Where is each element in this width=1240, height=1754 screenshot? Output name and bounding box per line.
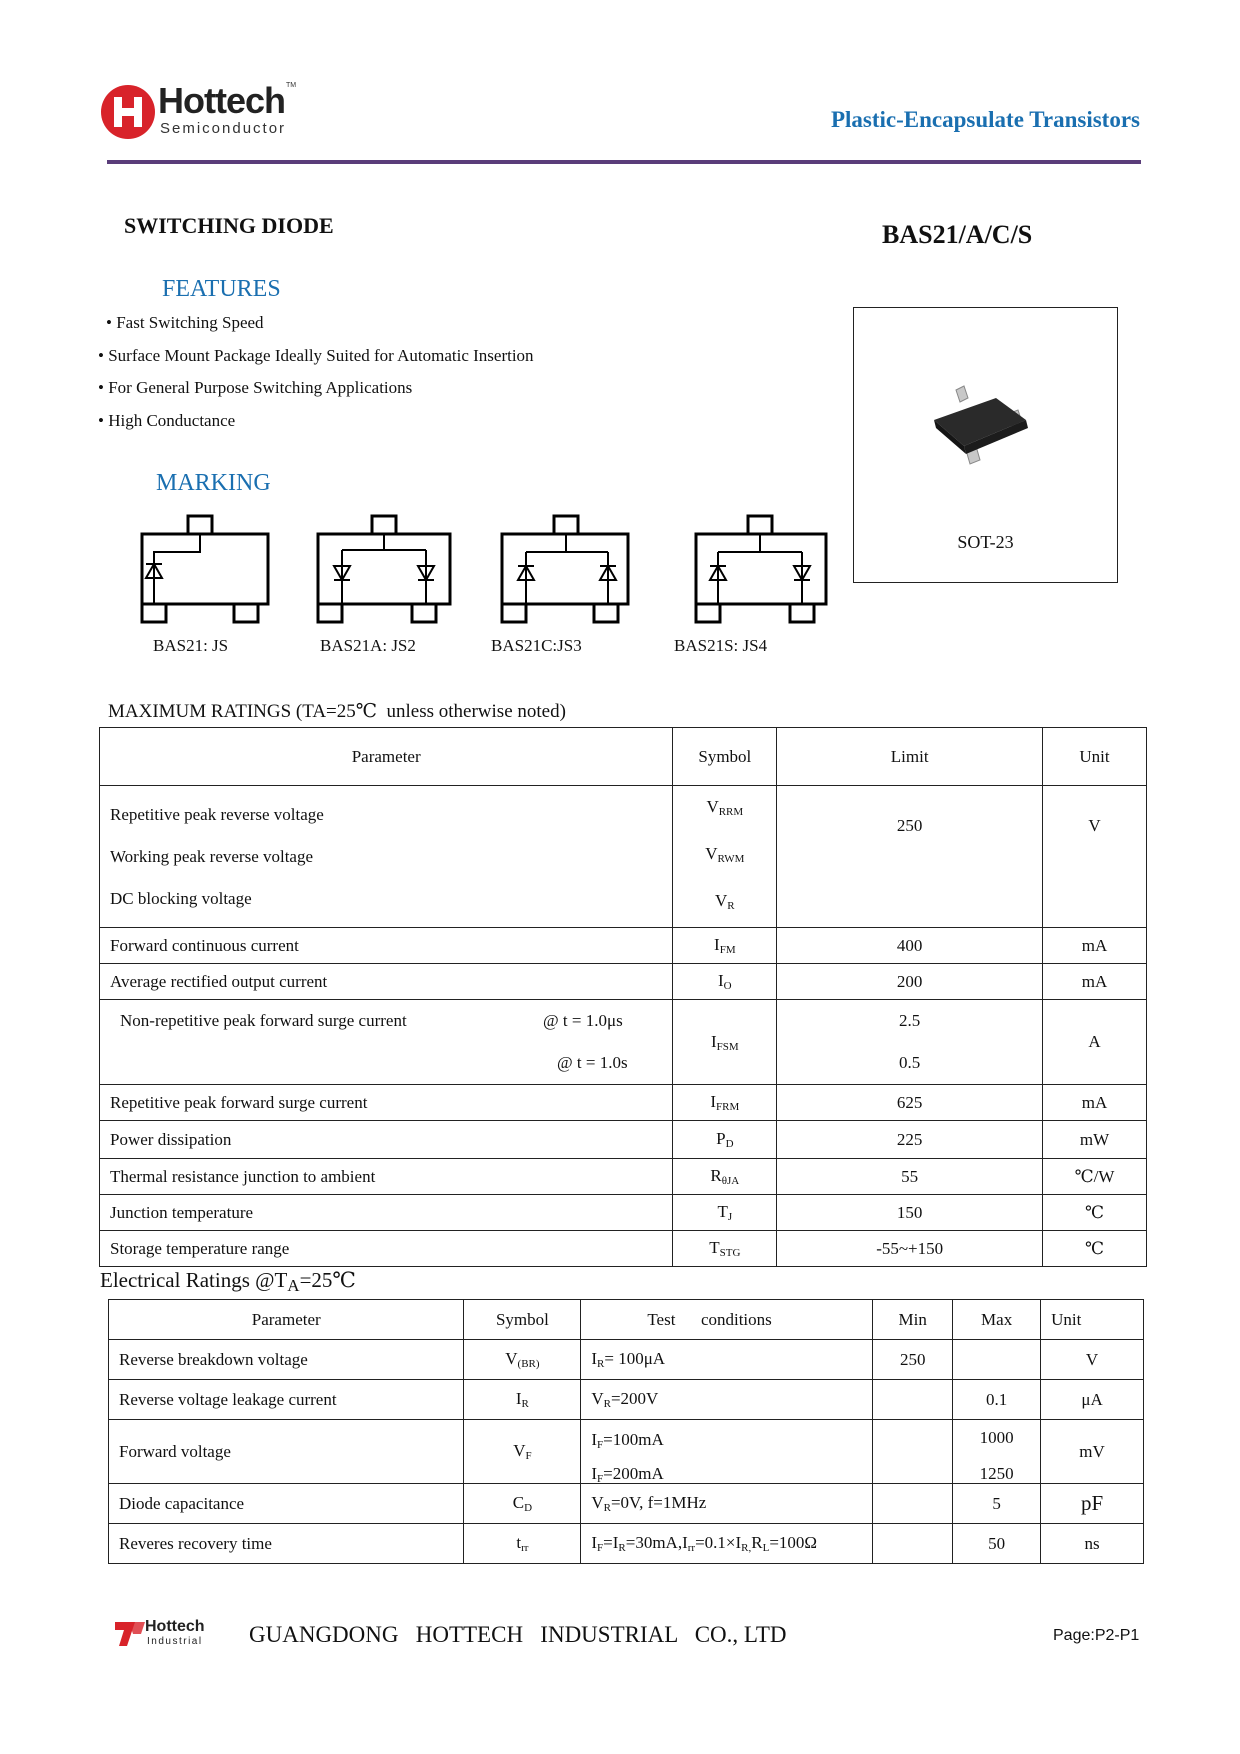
category-title: Plastic-Encapsulate Transistors bbox=[830, 107, 1140, 132]
unit-cell: mV bbox=[1041, 1420, 1144, 1484]
brand-name: Hottech bbox=[158, 80, 285, 121]
marking-diagram-bas21a bbox=[300, 500, 466, 624]
max-text: 1250 bbox=[979, 1463, 1014, 1483]
param-cell: Reverse breakdown voltage bbox=[109, 1340, 464, 1380]
table-row bbox=[100, 1159, 1147, 1195]
unit-cell: pF bbox=[1041, 1484, 1144, 1524]
company-name: GUANGDONG HOTTECH INDUSTRIAL CO., LTD bbox=[249, 1622, 787, 1647]
sot23-package-image bbox=[926, 384, 1036, 474]
feature-item: • For General Purpose Switching Applications bbox=[98, 378, 413, 397]
hottech-logo-icon bbox=[100, 84, 156, 140]
symbol-cell: $t_{rr}$ bbox=[464, 1524, 581, 1564]
param-cell: Repetitive peak forward surge current bbox=[100, 1085, 673, 1121]
table-row bbox=[100, 1195, 1147, 1231]
device-type: SWITCHING DIODE bbox=[124, 213, 334, 238]
unit-cell: A bbox=[1043, 1000, 1147, 1085]
hottech-industrial-logo-icon bbox=[113, 1616, 147, 1648]
param-cell: Reverse voltage leakage current bbox=[109, 1380, 464, 1420]
marking-heading: MARKING bbox=[156, 470, 271, 496]
feature-item: • Surface Mount Package Ideally Suited for Automatic Insertion bbox=[98, 346, 534, 365]
unit-cell: V bbox=[1043, 786, 1147, 928]
symbol-text: $V_R$ bbox=[715, 891, 735, 912]
condition-text: @ t = 1.0μs bbox=[543, 1011, 623, 1030]
marking-label: BAS21S: JS4 bbox=[674, 636, 768, 655]
symbol-cell: $R_{\theta JA}$ bbox=[673, 1159, 777, 1195]
symbol-cell: $I_{FRM}$ bbox=[673, 1085, 777, 1121]
param-cell: Power dissipation bbox=[100, 1121, 673, 1159]
header-parameter: Parameter bbox=[100, 728, 673, 786]
part-number: BAS21/A/C/S bbox=[882, 220, 1033, 249]
max-cell bbox=[953, 1420, 1041, 1484]
trademark-mark: TM bbox=[286, 82, 297, 89]
header-symbol: Symbol bbox=[673, 728, 777, 786]
param-cell: Storage temperature range bbox=[100, 1231, 673, 1267]
table-row bbox=[100, 1231, 1147, 1267]
marking-diagram-bas21s bbox=[678, 500, 844, 624]
unit-cell: ℃ bbox=[1043, 1231, 1147, 1267]
table-row bbox=[100, 1121, 1147, 1159]
symbol-text: $V_{RRM}$ bbox=[706, 797, 744, 818]
marking-diagram-bas21 bbox=[122, 500, 288, 624]
electrical-ratings-table bbox=[108, 1299, 1144, 1564]
header-rule bbox=[107, 160, 1141, 164]
symbol-text: $V_{RWM}$ bbox=[705, 844, 745, 865]
unit-cell: mA bbox=[1043, 928, 1147, 964]
max-cell: 0.1 bbox=[953, 1380, 1041, 1420]
unit-cell: mA bbox=[1043, 1085, 1147, 1121]
min-cell bbox=[873, 1484, 953, 1524]
table-row bbox=[100, 964, 1147, 1000]
table-row bbox=[109, 1524, 1144, 1564]
max-ratings-table bbox=[99, 727, 1147, 1267]
min-cell bbox=[873, 1524, 953, 1564]
symbol-cell: $I_R$ bbox=[464, 1380, 581, 1420]
unit-cell: ℃ bbox=[1043, 1195, 1147, 1231]
min-cell bbox=[873, 1380, 953, 1420]
electrical-ratings-heading: Electrical Ratings $@T_A=25℃$ bbox=[100, 1268, 356, 1295]
param-text: Non-repetitive peak forward surge current bbox=[120, 1011, 407, 1030]
condition-cell: $V_R=0V$, f=1MHz bbox=[581, 1484, 873, 1524]
param-cell: Forward voltage bbox=[109, 1420, 464, 1484]
header-unit: Unit bbox=[1043, 728, 1147, 786]
symbol-cell: $T_{STG}$ bbox=[673, 1231, 777, 1267]
condition-cell: $I_R= 100\mu A$ bbox=[581, 1340, 873, 1380]
marking-label: BAS21: JS bbox=[153, 636, 229, 655]
brand-subtitle: Semiconductor bbox=[160, 120, 287, 137]
symbol-cell: $C_D$ bbox=[464, 1484, 581, 1524]
limit-text: 2.5 bbox=[899, 1011, 921, 1030]
condition-text: $I_F=100mA$ bbox=[591, 1429, 664, 1451]
param-cell: Forward continuous current bbox=[100, 928, 673, 964]
limit-cell: 55 bbox=[777, 1159, 1043, 1195]
table-row bbox=[109, 1420, 1144, 1484]
unit-cell: V bbox=[1041, 1340, 1144, 1380]
limit-cell bbox=[777, 1000, 1043, 1085]
param-cell bbox=[100, 786, 673, 928]
limit-cell: -55~+150 bbox=[777, 1231, 1043, 1267]
table-row bbox=[100, 928, 1147, 964]
symbol-cell: $I_{FSM}$ bbox=[673, 1000, 777, 1085]
param-cell: Reveres recovery time bbox=[109, 1524, 464, 1564]
limit-cell: 250 bbox=[777, 786, 1043, 928]
package-label: SOT-23 bbox=[957, 532, 1014, 552]
header-parameter: Parameter bbox=[109, 1300, 464, 1340]
condition-cell: $I_F=I_R=30mA,I_{rr}=0.1\times I_{R,}R_L=100\Omega$ bbox=[581, 1524, 873, 1564]
unit-cell: mA bbox=[1043, 964, 1147, 1000]
max-text: 1000 bbox=[979, 1427, 1014, 1447]
unit-cell: ℃/W bbox=[1043, 1159, 1147, 1195]
limit-cell: 150 bbox=[777, 1195, 1043, 1231]
limit-text: 0.5 bbox=[899, 1053, 921, 1072]
table-header-row bbox=[109, 1300, 1144, 1340]
unit-cell: ns bbox=[1041, 1524, 1144, 1564]
feature-item: • Fast Switching Speed bbox=[106, 313, 264, 332]
unit-cell: mW bbox=[1043, 1121, 1147, 1159]
param-cell: Diode capacitance bbox=[109, 1484, 464, 1524]
condition-cell bbox=[581, 1420, 873, 1484]
unit-cell: μA bbox=[1041, 1380, 1144, 1420]
condition-text: $I_F=200mA$ bbox=[591, 1463, 664, 1482]
package-box bbox=[853, 307, 1118, 583]
symbol-cell bbox=[673, 786, 777, 928]
param-text: DC blocking voltage bbox=[110, 888, 252, 908]
limit-cell: 225 bbox=[777, 1121, 1043, 1159]
table-row bbox=[100, 1000, 1147, 1085]
symbol-cell: $V_F$ bbox=[464, 1420, 581, 1484]
footer-brand-sub: Industrial bbox=[147, 1636, 203, 1647]
footer-brand: Hottech bbox=[145, 1618, 205, 1635]
max-cell: 5 bbox=[953, 1484, 1041, 1524]
marking-label: BAS21A: JS2 bbox=[320, 636, 416, 655]
param-cell bbox=[100, 1000, 673, 1085]
condition-cell: $V_R=200V$ bbox=[581, 1380, 873, 1420]
param-text: Repetitive peak reverse voltage bbox=[110, 804, 324, 824]
header-unit: Unit bbox=[1041, 1300, 1144, 1340]
max-ratings-heading: MAXIMUM RATINGS (TA=25℃ unless otherwise noted) bbox=[108, 701, 566, 722]
limit-cell: 400 bbox=[777, 928, 1043, 964]
limit-cell: 200 bbox=[777, 964, 1043, 1000]
marking-label: BAS21C:JS3 bbox=[491, 636, 582, 655]
table-row bbox=[100, 786, 1147, 928]
param-cell: Junction temperature bbox=[100, 1195, 673, 1231]
param-cell: Thermal resistance junction to ambient bbox=[100, 1159, 673, 1195]
param-text: Working peak reverse voltage bbox=[110, 846, 314, 866]
symbol-cell: $P_D$ bbox=[673, 1121, 777, 1159]
header-limit: Limit bbox=[777, 728, 1043, 786]
footer-logo bbox=[113, 1616, 213, 1656]
param-cell: Average rectified output current bbox=[100, 964, 673, 1000]
feature-item: • High Conductance bbox=[98, 411, 236, 430]
symbol-cell: $V_{(BR)}$ bbox=[464, 1340, 581, 1380]
features-heading: FEATURES bbox=[162, 276, 281, 302]
symbol-cell: $T_J$ bbox=[673, 1195, 777, 1231]
marking-diagram-bas21c bbox=[486, 500, 652, 624]
max-cell bbox=[953, 1340, 1041, 1380]
table-row bbox=[109, 1380, 1144, 1420]
table-header-row bbox=[100, 728, 1147, 786]
table-row bbox=[100, 1085, 1147, 1121]
symbol-cell: $I_O$ bbox=[673, 964, 777, 1000]
header-max: Max bbox=[953, 1300, 1041, 1340]
header-min: Min bbox=[873, 1300, 953, 1340]
min-cell: 250 bbox=[873, 1340, 953, 1380]
symbol-cell: $I_{FM}$ bbox=[673, 928, 777, 964]
max-cell: 50 bbox=[953, 1524, 1041, 1564]
condition-text: @ t = 1.0s bbox=[557, 1053, 628, 1072]
table-row bbox=[109, 1484, 1144, 1524]
header-symbol: Symbol bbox=[464, 1300, 581, 1340]
page-number: Page:P2-P1 bbox=[1053, 1627, 1140, 1644]
header-test-conditions: Test conditions bbox=[581, 1300, 873, 1340]
table-row bbox=[109, 1340, 1144, 1380]
min-cell bbox=[873, 1420, 953, 1484]
limit-cell: 625 bbox=[777, 1085, 1043, 1121]
header-logo bbox=[100, 80, 310, 144]
